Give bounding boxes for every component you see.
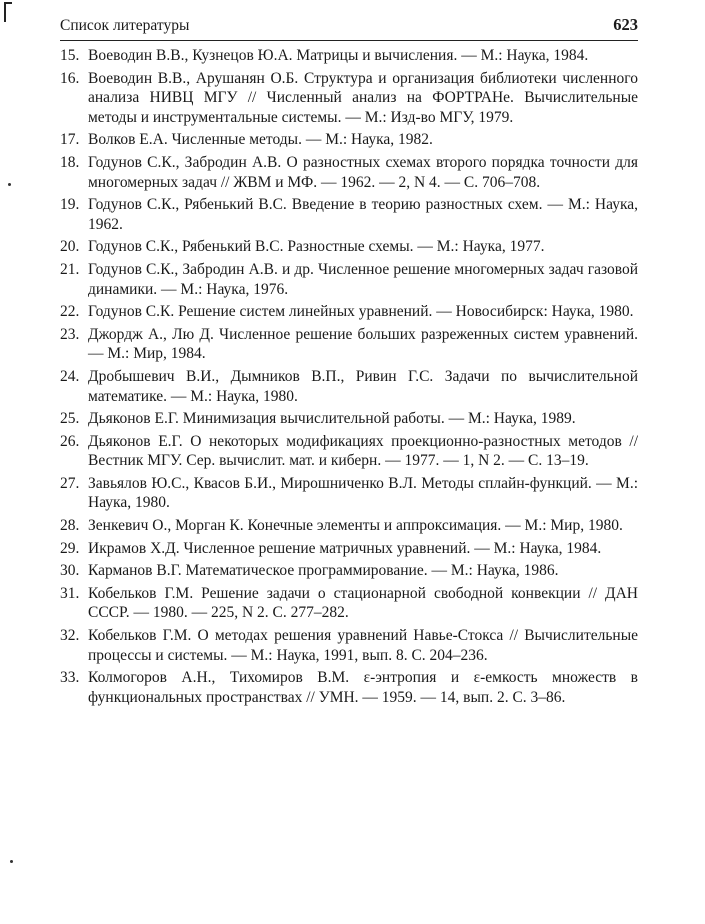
reference-text: Годунов С.К., Забродин А.В. и др. Численное решение многомерных задач газовой динамики. — М.: Наука, 1976. xyxy=(88,260,638,298)
reference-entry xyxy=(60,260,638,299)
reference-text: Икрамов Х.Д. Численное решение матричных уравнений. — М.: Наука, 1984. xyxy=(88,539,602,557)
reference-entry xyxy=(60,195,638,234)
reference-number: 28. xyxy=(60,517,80,535)
reference-entry xyxy=(60,46,638,66)
reference-entry xyxy=(60,237,638,257)
reference-text: Волков Е.А. Численные методы. — М.: Наука, 1982. xyxy=(88,131,433,149)
reference-text: Годунов С.К., Рябенький В.С. Введение в теорию разностных схем. — М.: Наука, 1962. xyxy=(88,196,638,233)
reference-number: 17. xyxy=(60,131,80,149)
scan-speck xyxy=(10,860,13,863)
reference-number: 27. xyxy=(60,474,80,492)
reference-entry xyxy=(60,474,638,513)
reference-entry xyxy=(60,409,638,429)
reference-entry xyxy=(60,69,638,128)
reference-number: 15. xyxy=(60,47,80,64)
reference-text: Дьяконов Е.Г. Минимизация вычислительной работы. — М.: Наука, 1989. xyxy=(88,410,576,428)
reference-number: 22. xyxy=(60,303,80,321)
reference-text: Колмогоров А.Н., Тихомиров В.М. ε-энтропия и ε-емкость множеств в функциональных пространствах // УМН. — 1959. — 14, вып. 2. С. 3–86. xyxy=(88,669,638,706)
reference-entry xyxy=(60,626,638,665)
reference-entry xyxy=(60,561,638,581)
reference-number: 18. xyxy=(60,153,80,171)
reference-list xyxy=(60,46,638,710)
reference-entry xyxy=(60,584,638,623)
reference-text: Зенкевич О., Морган К. Конечные элементы и аппроксимация. — М.: Мир, 1980. xyxy=(88,517,623,535)
reference-number: 29. xyxy=(60,539,80,557)
reference-entry xyxy=(60,325,638,364)
reference-text: Дробышевич В.И., Дымников В.П., Ривин Г.С. Задачи по вычислительной математике. — М.: Наука, 1980. xyxy=(88,367,638,405)
reference-entry xyxy=(60,130,638,150)
reference-number: 21. xyxy=(60,260,80,278)
reference-entry xyxy=(60,367,638,406)
reference-number: 32. xyxy=(60,627,80,645)
reference-entry xyxy=(60,153,638,192)
reference-entry xyxy=(60,516,638,536)
reference-entry xyxy=(60,432,638,471)
crop-mark xyxy=(4,2,6,22)
reference-entry xyxy=(60,539,638,559)
reference-number: 19. xyxy=(60,196,80,214)
reference-text: Воеводин В.В., Кузнецов Ю.А. Матрицы и вычисления. — М.: Наука, 1984. xyxy=(88,47,589,64)
reference-number: 33. xyxy=(60,669,80,687)
reference-number: 20. xyxy=(60,238,80,256)
running-title: Список литературы xyxy=(60,17,190,34)
reference-text: Кобельков Г.М. Решение задачи о стационарной свободной конвекции // ДАН СССР. — 1980. — 225, N 2. С. 277–282. xyxy=(88,584,638,622)
reference-entry xyxy=(60,302,638,322)
reference-text: Годунов С.К., Забродин А.В. О разностных схемах второго порядка точности для многомерных задач // ЖВМ и МФ. — 1962. — 2, N 4. — С. 706–708. xyxy=(88,153,638,191)
reference-text: Карманов В.Г. Математическое программирование. — М.: Наука, 1986. xyxy=(88,562,559,580)
reference-text: Джордж А., Лю Д. Численное решение больших разреженных систем уравнений. — М.: Мир, 1984. xyxy=(88,325,638,363)
reference-number: 16. xyxy=(60,69,80,87)
scan-speck xyxy=(8,183,11,186)
reference-text: Завьялов Ю.С., Квасов Б.И., Мирошниченко В.Л. Методы сплайн-функций. — М.: Наука, 1980. xyxy=(88,474,638,512)
reference-entry xyxy=(60,668,638,707)
reference-number: 26. xyxy=(60,432,80,450)
reference-text: Кобельков Г.М. О методах решения уравнений Навье-Стокса // Вычислительные процессы и системы. — М.: Наука, 1991, вып. 8. С. 204–236. xyxy=(88,627,638,664)
reference-text: Годунов С.К., Рябенький В.С. Разностные схемы. — М.: Наука, 1977. xyxy=(88,238,545,256)
page-header xyxy=(60,14,638,41)
reference-text: Дьяконов Е.Г. О некоторых модификациях проекционно-разностных методов // Вестник МГУ. Сер. вычислит. мат. и киберн. — 1977. — 1, N 2. — С. 13–19. xyxy=(88,432,638,470)
reference-number: 24. xyxy=(60,367,80,385)
page-number: 623 xyxy=(613,15,638,34)
reference-number: 23. xyxy=(60,325,80,343)
reference-number: 25. xyxy=(60,410,80,428)
reference-text: Годунов С.К. Решение систем линейных уравнений. — Новосибирск: Наука, 1980. xyxy=(88,303,634,321)
reference-text: Воеводин В.В., Арушанян О.Б. Структура и организация библиотеки численного анализа НИВЦ МГУ // Численный анализ на ФОРТРАНе. Вычислительные методы и инструментальные системы. — М.: Изд-во МГУ, 1979. xyxy=(88,69,638,126)
reference-number: 30. xyxy=(60,562,80,580)
reference-number: 31. xyxy=(60,584,80,602)
